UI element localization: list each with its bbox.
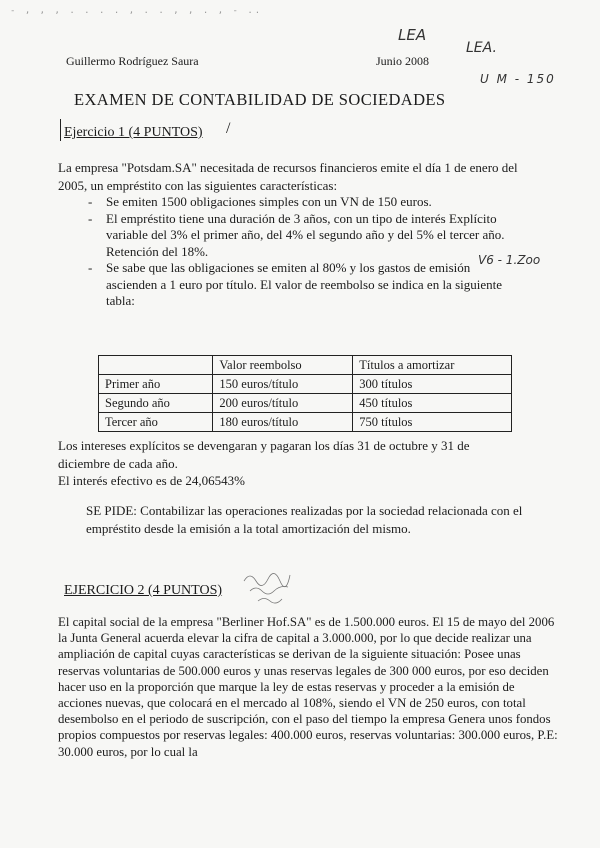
table-cell: 180 euros/título	[213, 413, 353, 432]
bullet-item: - El empréstito tiene una duración de 3 años, con un tipo de interés Explícito variable del 3% el primer año, del 4% el segundo año y del 5% el tercer año. Retención del 18%.	[88, 211, 508, 261]
table-header-row	[99, 356, 512, 375]
table-header-cell: Valor reembolso	[213, 356, 353, 375]
table-cell: 750 títulos	[353, 413, 512, 432]
interest-payment-text: Los intereses explícitos se devengaran y pagaran los días 31 de octubre y 31 de diciembre de cada año.	[58, 438, 470, 471]
heading-slash-mark: /	[226, 120, 231, 137]
exercise1-intro: La empresa "Potsdam.SA" necesitada de recursos financieros emite el día 1 de enero del 2005, un empréstito con las siguientes características:	[58, 160, 518, 193]
table-cell: Tercer año	[99, 413, 213, 432]
table-cell: Segundo año	[99, 394, 213, 413]
table-cell: 300 títulos	[353, 375, 512, 394]
effective-rate-text: El interés efectivo es de 24,06543%	[58, 473, 245, 488]
table-row	[99, 375, 512, 394]
table-cell: 150 euros/título	[213, 375, 353, 394]
exercise1-bullet-list	[88, 194, 508, 310]
table-row	[99, 394, 512, 413]
author-name: Guillermo Rodríguez Saura	[66, 54, 199, 68]
interest-block	[58, 437, 508, 490]
table-row	[99, 413, 512, 432]
table-header-cell	[99, 356, 213, 375]
scan-header-noise: - , , , . . . . , . . , , . , - ..	[10, 6, 263, 16]
table-cell: 450 títulos	[353, 394, 512, 413]
exercise2-body: El capital social de la empresa "Berliner Hof.SA" es de 1.500.000 euros. El 15 de mayo del 2006 la Junta General acuerda elevar la cifra de capital a 3.000.000, por lo que decide realizar una ampliación de capital cuyas características se derivan de la siguiente situación: Posee unas reservas voluntarias de 500.000 euros y unas reservas legales de 300 000 euros, por eso deciden hacer uso en la proporción que marque la ley de estas reservas y proceder a la emisión de acciones nuevas, que colocará en el mercado al 108%, siendo el VN de 250 euros, con total desembolso en el periodo de suscripción, con el paso del tiempo la empresa Genera unos fondos propios compuestos por reservas legales: 400.000 euros, reservas voluntarias: 300.000 euros, P.E: 30.000 euros, por lo cual la	[58, 615, 558, 759]
exercise1-task: SE PIDE: Contabilizar las operaciones realizadas por la sociedad relacionada con el empréstito desde la emisión a la total amortización del mismo.	[86, 503, 523, 536]
page-title: EXAMEN DE CONTABILIDAD DE SOCIEDADES	[74, 90, 446, 109]
handwritten-note-2: LEA.	[466, 40, 497, 56]
exercise1-heading: Ejercicio 1 (4 PUNTOS)	[64, 125, 203, 140]
bullet-item: - Se sabe que las obligaciones se emiten al 80% y los gastos de emisión ascienden a 1 euro por título. El valor de reembolso se indica en la siguiente tabla:	[88, 260, 508, 310]
handwritten-scribble	[236, 567, 306, 607]
exam-date: Junio 2008	[376, 54, 430, 68]
exercise2-heading: EJERCICIO 2 (4 PUNTOS)	[64, 583, 223, 598]
table-header-cell: Títulos a amortizar	[353, 356, 512, 375]
handwritten-note-3: U M - 150	[480, 72, 556, 86]
heading-bracket	[60, 119, 63, 141]
table-cell: Primer año	[99, 375, 213, 394]
table-cell: 200 euros/título	[213, 394, 353, 413]
handwritten-note-4: V6 - 1.Zoo	[478, 253, 541, 267]
reimbursement-table	[98, 355, 512, 432]
handwritten-note-1: LEA	[398, 26, 427, 44]
bullet-item: - Se emiten 1500 obligaciones simples con un VN de 150 euros.	[88, 194, 508, 211]
